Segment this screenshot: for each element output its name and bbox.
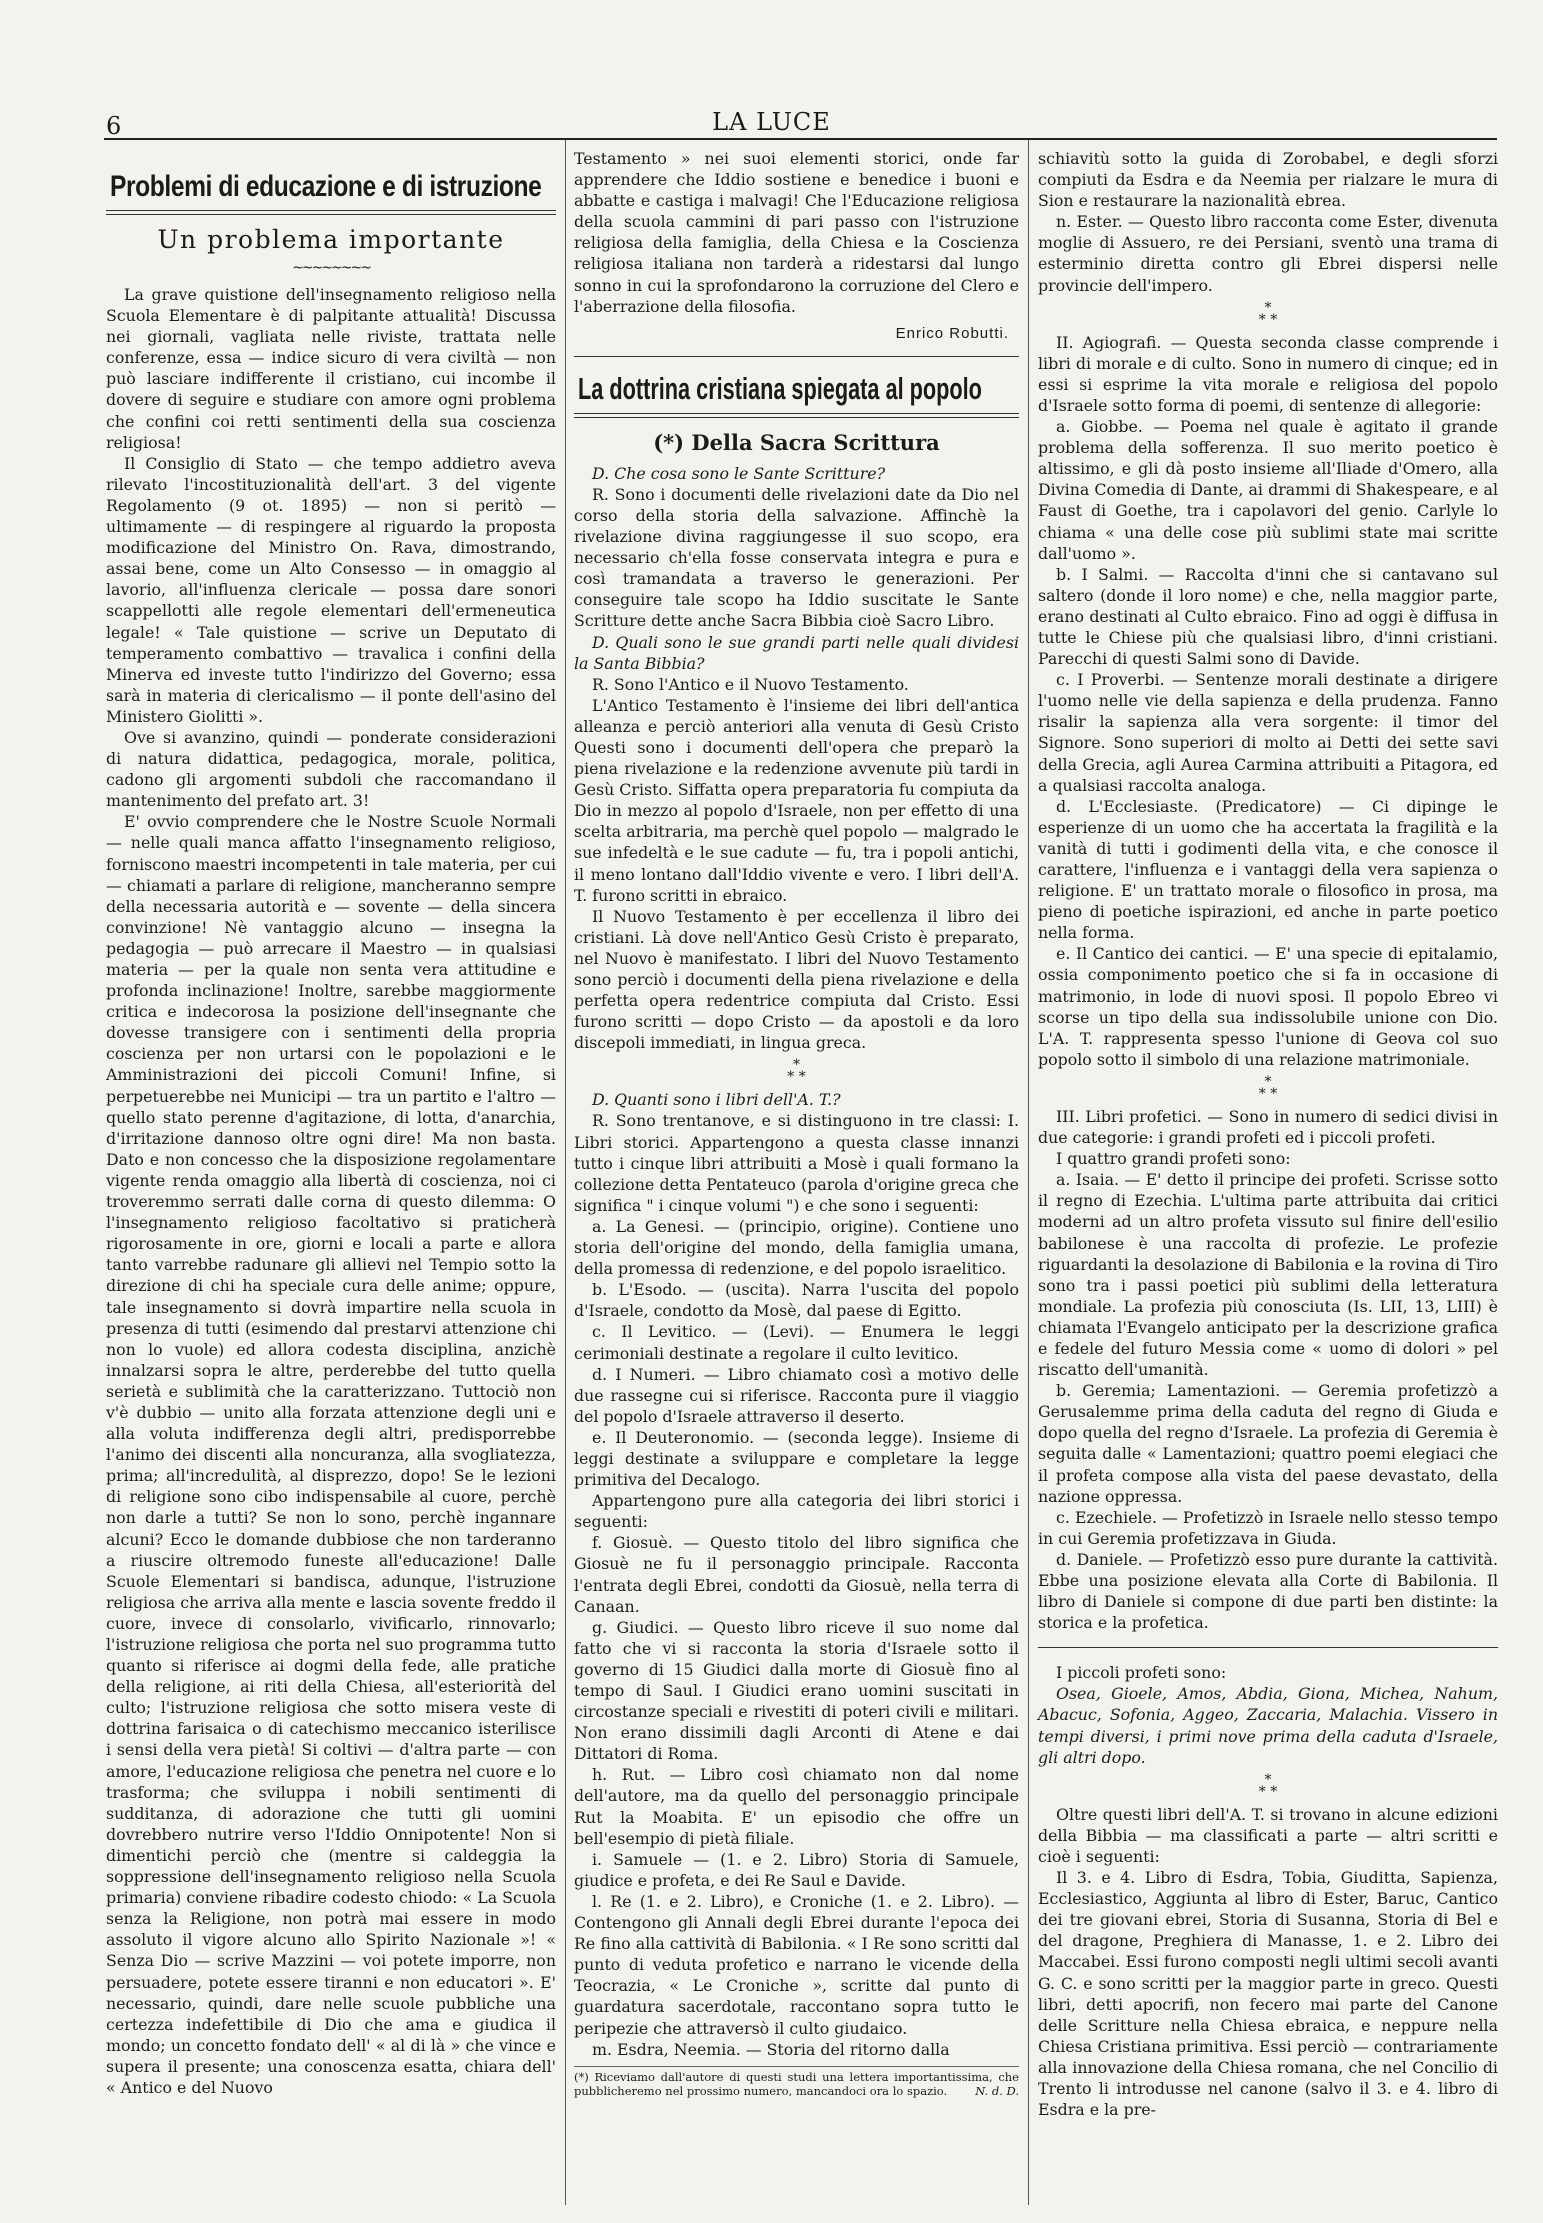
- heading-rule: [574, 413, 1019, 418]
- paragraph: I quattro grandi profeti sono:: [1056, 1149, 1291, 1169]
- paragraph: Il Consiglio di Stato — che tempo addietro aveva rilevato l'incostituzionalità dell'art. 3 del vigente Regolamento (9 ot. 1895) — non si peritò — ultimamente — di respingere al riguardo la proposta modificazione del Ministro On. Rava, dimostrando, assai bene, come un Alto Consesso — in omaggio al lavorio, all'influenza clericale — possa dare sonori scappellotti alle regole elementari dell'ermeneutica legale! « Tale quistione — scrive un Deputato di temperamento combattivo — travalica i confini della Minerva ed investe tutto l'indirizzo del Governo; essa sarà in materia di clericalismo — il ponte dell'asino del Ministero Giolitti ».: [106, 453, 556, 726]
- paragraph: I piccoli profeti sono:: [1056, 1663, 1227, 1683]
- asterism: * * *: [1258, 1073, 1278, 1102]
- paragraph: h. Rut. — Libro così chiamato non dal nome dell'autore, ma da quello del personaggio principale Rut la Moabita. E' un episodio che offre un bell'esempio di pietà filiale.: [574, 1765, 1019, 1848]
- footnote: [574, 2066, 1019, 2098]
- column-divider-2: [1028, 140, 1029, 2205]
- page-number: 6: [106, 112, 122, 140]
- paragraph: R. Sono l'Antico e il Nuovo Testamento.: [592, 674, 909, 694]
- paragraph: b. Geremia; Lamentazioni. — Geremia profetizzò a Gerusalemme prima della caduta del regno di Giuda e dopo quella del regno d'Israele. La profezia di Geremia è seguita dalle « Lamentazioni; quattro poemi elegiaci che il profeta compose alla vista del paese devastato, della nazione oppressa.: [1038, 1381, 1498, 1506]
- asterism: * * *: [1258, 1771, 1278, 1800]
- paragraph: Il Nuovo Testamento è per eccellenza il libro dei cristiani. Là dove nell'Antico Gesù Cristo è preparato, nel Nuovo è manifestato. I libri del Nuovo Testamento sono perciò i documenti della piena rivelazione e della perfetta opera redentrice compiuta dal Cristo. Essi furono scritti — dopo Cristo — da apostoli e da loro discepoli immediati, in lingua greca.: [574, 906, 1019, 1053]
- asterism: * * *: [1258, 299, 1278, 328]
- paragraph: a. Isaia. — E' detto il principe dei profeti. Scrisse sotto il regno di Ezechia. L'ultima parte attribuita dai critici moderni ad un altro profeta vissuto sul finire dell'esilio babilonese è una raccolta di profezie. Le profezie riguardanti la desolazione di Babilonia e la rovina di Tiro sono tra i passi poetici più sublimi della letteratura mondiale. La profezia più conosciuta (Is. LII, 13, LIII) è chiamata l'Evangelo anticipato per la descrizione grafica e fedele del futuro Messia come « uomo di dolori » pel riscatto dell'umanità.: [1038, 1170, 1498, 1380]
- section-rule: [574, 356, 1019, 357]
- paragraph: e. Il Deuteronomio. — (seconda legge). Insieme di leggi destinate a sviluppare e completare la legge primitiva del Decalogo.: [574, 1427, 1019, 1490]
- ornament: ~~~~~~~~: [292, 260, 370, 276]
- paragraph: d. L'Ecclesiaste. (Predicatore) — Ci dipinge le esperienze di un uomo che ha accertata la fragilità e la vanità di tutti i godimenti della vita, e che conosce il carattere, l'influenza e i vantaggi della vera sapienza o religione. E' un trattato morale o filosofico in prosa, ma pieno di poetiche ispirazioni, ed anche in parte poetico nella forma.: [1038, 796, 1498, 943]
- section-rule: [1038, 1647, 1498, 1648]
- paragraph: f. Giosuè. — Questo titolo del libro significa che Giosuè ne fu il personaggio principale. Racconta l'entrata degli Ebrei, condotti da Giosuè, nella terra di Canaan.: [574, 1533, 1019, 1616]
- paragraph: E' ovvio comprendere che le Nostre Scuole Normali — nelle quali manca affatto l'insegnamento religioso, forniscono maestri incompetenti in tale materia, per cui — chiamati a parlare di religione, mancheranno sempre della necessaria autorità e — sovente — della sincera convinzione! Nè vantaggio alcuno — insegna la pedagogia — può arrecare il Maestro — in qualsiasi materia — per la quale non senta vera attitudine e profonda inclinazione! Inoltre, sarebbe maggiormente critica e indecorosa la posizione dell'insegnante che dovesse transigere con i sentimenti della propria coscienza per non urtarsi con le popolazioni e le Amministrazioni dei piccoli Comuni! Infine, si perpetuerebbe nei Municipi — tra un partito e l'altro — quello stato perenne d'agitazione, di lotta, d'anarchia, d'irritazione dannoso oltre ogni dire! Ma non basta. Dato e non concesso che la disposizione regolamentare vigente renda omaggio alla libertà di coscienza, noi ci troveremmo serrati dalle corna di questo dilemma: O l'insegnamento religioso facoltativo si praticherà rigorosamente in ore, giorni e locali a parte e allora tanto varrebbe radunare gli allievi nel Tempio sotto la direzione di chi ha speciale cura delle anime; oppure, tale insegnamento si dovrà impartire nella scuola in presenza di tutti (esimendo dal prestarvi attenzione chi non lo vuole) ed allora codesta disciplina, anzichè innalzarsi sopra le altre, perderebbe del tutto quella serietà e sublimità che la caratterizzano. Tuttociò non v'è dubbio — unito alla forzata attenzione degli uni e alla voluta indifferenza degli altri, predisporrebbe l'animo dei discenti alla noncuranza, alla svogliatezza, prima; all'incredulità, al disprezzo, dopo! Se le lezioni di religione sono cibo indispensabile al cuore, perchè non darle a tutti? Se non lo sono, perchè ingannare alcuni? Ecco le domande dubbiose che non tarderanno a riuscire oltremodo funeste all'educazione! Dalle Scuole Elementari si bandisca, adunque, l'istruzione religiosa che arriva alla mente e lascia sovente freddo il cuore, invece di consolarlo, vivificarlo, rinnovarlo; l'istruzione religiosa che porta nel suo programma tutto quanto si riferisce ai dogmi della fede, alle pratiche della religione, ai riti della Chiesa, all'esteriorità del culto; l'istruzione religiosa che sotto misera veste di dottrina farisaica o di catechismo meccanico isterilisce i sensi della vera pietà! Si coltivi — d'altra parte — con amore, l'educazione religiosa che penetra nel cuore e lo trasforma; che sviluppa i nobili sentimenti di sudditanza, di adorazione che tutti gli uomini dovrebbero nutrire verso l'Iddio Onnipotente! Non si dimentichi perciò che (mentre si caldeggia la soppressione dell'insegnamento religioso nella Scuola primaria) conviene ribadire codesto chiodo: « La Scuola senza la Religione, non potrà mai essere in modo assoluto il vigore alcuno allo Spirito Nazionale »! « Senza Dio — scrive Mazzini — voi potete imporre, non persuadere, potete essere tiranni e non educatori ». E' necessario, quindi, dare nelle scuole pubbliche una certezza indefettibile di Dio che ama e giudica il mondo; un concetto fondato dell' « al di là » che vince e supera il presente; una conoscenza esatta, chiara dell' « Antico e del Nuovo: [106, 812, 556, 2097]
- paragraph: d. Daniele. — Profetizzò esso pure durante la cattività. Ebbe una posizione elevata alla Corte di Babilonia. Il libro di Daniele si compone di due parti ben distinte: la storica e la profetica.: [1038, 1549, 1498, 1633]
- article-heading: Problemi di educazione e di istruzione: [110, 170, 542, 203]
- header-rule: [104, 138, 1497, 140]
- paragraph: b. I Salmi. — Raccolta d'inni che si cantavano sul saltero (donde il loro nome) e che, nella maggior parte, erano destinati al Culto ebraico. Fino ad oggi è diffusa in tutte le Chiese più che qualsiasi libro, d'inni cristiani. Parecchi di questi Salmi sono di Davide.: [1038, 564, 1498, 669]
- column-1: [106, 148, 556, 2098]
- question: D. Quali sono le sue grandi parti nelle quali dividesi la Santa Bibbia?: [574, 632, 1019, 673]
- paragraph: Ove si avanzino, quindi — ponderate considerazioni di natura didattica, pedagogica, morale, politica, cadono gli argomenti subdoli che raccomandano il mantenimento del prefato art. 3!: [106, 727, 556, 811]
- paragraph: Oltre questi libri dell'A. T. si trovano in alcune edizioni della Bibbia — ma classificati a parte — altri scritti e cioè i seguenti:: [1038, 1804, 1498, 1866]
- continuation-paragraph: Testamento » nei suoi elementi storici, onde far apprendere che Iddio sostiene e benedice i buoni e abbatte e castiga i malvagi! Che l'Educazione religiosa della scuola cammini di pari passo con l'istruzione religiosa della famiglia, della Chiesa e la Coscienza religiosa italiana non tarderà a ridestarsi dal lungo sonno in cui la sprofondarono la corruzione del Clero e l'aberrazione della filosofia.: [574, 149, 1019, 316]
- column-3: [1038, 148, 1498, 2120]
- paragraph: Il 3. e 4. Libro di Esdra, Tobia, Giuditta, Sapienza, Ecclesiastico, Aggiunta al libro di Ester, Baruc, Cantico dei tre giovani ebrei, Storia di Susanna, Storia di Bel e del dragone, Preghiera di Manasse, 1. e 2. Libro dei Maccabei. Essi furono composti negli ultimi secoli avanti G. C. e sono scritti per la maggior parte in greco. Questi libri, detti apocrifi, non fecero mai parte del Canone delle Scritture nella Chiesa ebraica, e neppure nella Chiesa Cristiana primitiva. Essi perciò — contrariamente alla innovazione della Chiesa romana, che nel Concilio di Trento li introdusse nel canone (salvo il 3. e 4. libro di Esdra e la pre-: [1038, 1868, 1498, 2120]
- paragraph: La grave quistione dell'insegnamento religioso nella Scuola Elementare è di palpitante attualità! Discussa nei giornali, vagliata nelle riviste, trattata nelle conferenze, essa — indice sicuro di vera civiltà — non può lasciare indifferente il cristiano, cui incombe il dovere di seguire e studiare con amore ogni problema che confini coi retti sentimenti della sua coscienza religiosa!: [106, 285, 556, 452]
- article-subheading: Un problema importante: [157, 225, 505, 254]
- paragraph: III. Libri profetici. — Sono in numero di sedici divisi in due categorie: i grandi profeti ed i piccoli profeti.: [1038, 1106, 1498, 1148]
- paragraph: a. Giobbe. — Poema nel quale è agitato il grande problema della sofferenza. Il suo merito poetico è altissimo, e gli dà posto insieme all'Iliade d'Omero, alla Divina Comedia di Dante, ai drammi di Shakespeare, e al Faust di Goethe, tra i capolavori del genio. Carlyle lo chiama « una delle cose più sublimi state mai scritte dall'uomo ».: [1038, 417, 1498, 563]
- question: D. Quanti sono i libri dell'A. T.?: [592, 1090, 841, 1110]
- paragraph: i. Samuele — (1. e 2. Libro) Storia di Samuele, giudice e profeta, e dei Re Saul e Davide.: [574, 1849, 1019, 1890]
- asterism: * * *: [787, 1057, 806, 1086]
- paragraph: Appartengono pure alla categoria dei libri storici i seguenti:: [574, 1491, 1019, 1532]
- paragraph: II. Agiografi. — Questa seconda classe comprende i libri di morale e di culto. Sono in numero di cinque; ed in essi si esprime la vita morale e religiosa del popolo d'Israele sotto forma di poemi, di sentenze di allegorie:: [1038, 332, 1498, 415]
- paragraph: l. Re (1. e 2. Libro), e Croniche (1. e 2. Libro). — Contengono gli Annali degli Ebrei durante l'epoca dei Re fino alla cattività di Babilonia. « I Re sono scritti dal punto di veduta profetico e narrano le vicende della Teocrazia, « Le Croniche », scritte dal punto di guardatura sacerdotale, raccontano sopra tutto le peripezie che attraversò il culto giudaico.: [574, 1891, 1019, 2038]
- paragraph: c. Il Levitico. — (Levi). — Enumera le leggi cerimoniali destinate a regolare il culto levitico.: [574, 1322, 1019, 1363]
- paragraph: L'Antico Testamento è l'insieme dei libri dell'antica alleanza e perciò anteriori alla venuta di Gesù Cristo Questi sono i documenti dell'opera che preparò la piena rivelazione e la redenzione avvenute più tardi in Gesù Cristo. Siffatta opera preparatoria fu compiuta da Dio in mezzo al popolo d'Israele, non per effetto di una scelta arbitraria, ma perchè quel popolo — malgrado le sue infedeltà e le sue cadute — fu, tra i popoli antichi, il meno lontano dall'Iddio vivente e vero. I libri dell'A. T. furono scritti in ebraico.: [574, 695, 1019, 905]
- column-divider-1: [565, 140, 566, 2205]
- footnote-signature: N. d. D.: [975, 2083, 1019, 2098]
- article-heading: La dottrina cristiana spiegata al popolo: [578, 370, 982, 406]
- paragraph: c. Ezechiele. — Profetizzò in Israele nello stesso tempo in cui Geremia profetizzava in Giuda.: [1038, 1507, 1498, 1548]
- column-2: [574, 148, 1019, 2098]
- footnote-text: (*) Riceviamo dall'autore di questi studi una lettera importantissima, che pubblicheremo nel prossimo numero, mancandoci ora lo spazio.: [574, 2069, 1019, 2098]
- paragraph: R. Sono trentanove, e si distinguono in tre classi: I. Libri storici. Appartengono a questa classe innanzi tutto i cinque libri attribuiti a Mosè i quali formano la collezione detta Pentateuco (parola d'origine greca che significa " i cinque volumi ") e che sono i seguenti:: [574, 1111, 1019, 1215]
- heading-rule: [106, 210, 556, 215]
- paragraph: e. Il Cantico dei cantici. — E' una specie di epitalamio, ossia componimento poetico che si fa in occasione di matrimonio, in lode di nuovi sposi. Il popolo Ebreo vi scorse un tipo della sua indissolubile unione con Dio. L'A. T. rappresenta spesso l'unione di Geova col suo popolo sotto il simbolo di una relazione matrimoniale.: [1038, 944, 1498, 1069]
- masthead-title: LA LUCE: [712, 108, 831, 136]
- paragraph: Osea, Gioele, Amos, Abdia, Giona, Michea, Nahum, Abacuc, Sofonia, Aggeo, Zaccaria, Malachia. Vissero in tempi diversi, i primi nove prima della caduta d'Israele, gli altri dopo.: [1038, 1684, 1498, 1767]
- paragraph: b. L'Esodo. — (uscita). Narra l'uscita del popolo d'Israele, condotto da Mosè, dal paese di Egitto.: [574, 1280, 1019, 1321]
- paragraph: d. I Numeri. — Libro chiamato così a motivo delle due rassegne cui si riferisce. Racconta pure il viaggio del popolo d'Israele attraverso il deserto.: [574, 1364, 1019, 1426]
- question: D. Che cosa sono le Sante Scritture?: [592, 463, 886, 483]
- paragraph: m. Esdra, Neemia. — Storia del ritorno dalla: [592, 2039, 950, 2059]
- paragraph: a. La Genesi. — (principio, origine). Contiene uno storia dell'origine del mondo, della famiglia umana, della promessa di redenzione, e del popolo israelitico.: [574, 1216, 1019, 1279]
- paragraph: R. Sono i documenti delle rivelazioni date da Dio nel corso della storia della salvazione. Affinchè la rivelazione divina raggiungesse il suo scopo, era necessario ch'ella fosse conservata integra e pura e così tramandata a traverso le generazioni. Per conseguire tale scopo ha Iddio suscitate le Sante Scritture dette anche Sacra Bibbia cioè Sacro Libro.: [574, 484, 1019, 631]
- article-subheading: (*) Della Sacra Scrittura: [653, 429, 940, 455]
- paragraph: n. Ester. — Questo libro racconta come Ester, divenuta moglie di Assuero, re dei Persiani, sventò una trama di esterminio diretta contro gli Ebrei dispersi nelle provincie dell'impero.: [1038, 212, 1498, 295]
- paragraph: c. I Proverbi. — Sentenze morali destinate a dirigere l'uomo nelle vie della sapienza e della prudenza. Fanno risalir la sapienza alla vera sorgente: il timor del Signore. Sono superiori di molto ai Detti dei sette savi della Grecia, agli Aurea Carmina attribuiti a Pitagora, ed a qualsiasi raccolta analoga.: [1038, 670, 1498, 795]
- continuation-paragraph: schiavitù sotto la guida di Zorobabel, e degli sforzi compiuti da Esdra e da Neemia per rialzare le mura di Sion e restaurare la nazionalità ebrea.: [1038, 149, 1498, 211]
- author-signature: Enrico Robutti.: [895, 324, 1009, 342]
- paragraph: g. Giudici. — Questo libro riceve il suo nome dal fatto che vi si racconta la storia d'Israele sotto il governo di 15 Giudici dalla morte di Giosuè fino al tempo di Saul. I Giudici erano uomini suscitati in circostanze speciali e rivestiti di poteri civili e militari. Non erano dissimili dagli Arconti di Atene e dai Dittatori di Roma.: [574, 1617, 1019, 1764]
